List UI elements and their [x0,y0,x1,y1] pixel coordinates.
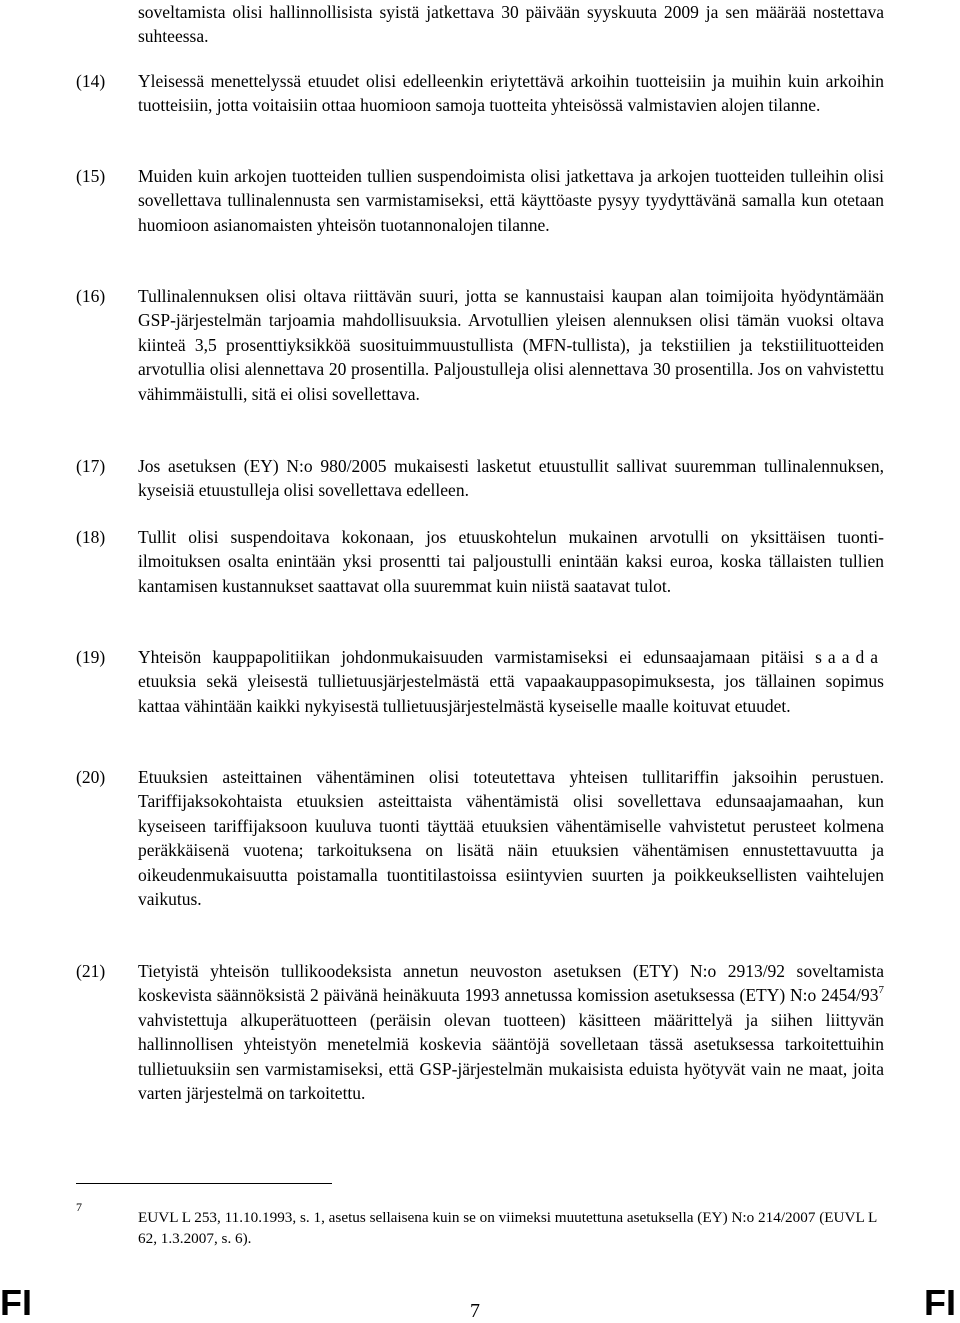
paragraph-text [138,645,884,718]
paragraph-text: Jos asetuksen (EY) N:o 980/2005 mukaisesti lasketut etuustullit sallivat suuremman tullinalennuksen, kyseisiä etuustulleja olisi sovellettava edelleen. [138,456,884,501]
footnote-number: 7 [76,1200,82,1214]
paragraph-number: (15) [76,166,106,186]
footer-language-right: FI [924,1282,956,1323]
paragraph-text-part: etuuksia sekä yleisestä tullietuusjärjestelmästä että vapaakauppasopimuksesta, jos tällainen sopimus kattaa vähintään kaikki nykyisestä tullietuusjärjestelmästä kyseiselle maalle koituvat etuudet. [138,671,884,716]
page-number: 7 [470,1300,480,1322]
paragraph-text-part: Yhteisön kauppapolitiikan johdonmukaisuuden varmistamiseksi ei edunsaajamaan pitäisi [138,647,816,667]
paragraph-number: (16) [76,286,106,306]
paragraph-text: Yleisessä menettelyssä etuudet olisi edelleenkin eriytettävä arkoihin tuotteisiin ja muihin kuin arkoihin tuotteisiin, jotta voitaisiin ottaa huomioon samoja tuotteita yhteisössä valmistavien alojen tilanne. [138,71,884,116]
paragraph-number: (18) [76,527,106,547]
paragraph-text: Etuuksien asteittainen vähentäminen olisi toteutettava yhteisen tullitariffin jaksoihin perustuen. Tariffijaksokohtaista etuuksien asteittaista vähentämistä olisi sovellettava edunsaajamaahan, kun kyseiseen tariffijaksoon kuuluva tuonti täyttää etuuksien vähentämiselle vahvistetut perusteet kolmena peräkkäisenä vuotena; tarkoituksena on lisätä näin etuuksien vähentämisen ennustettavuutta ja oikeudenmukaisuutta poistamalla tuontitilastoissa esiintyvien suurten ja poikkeuksellisten vaihtelujen vaikutus. [138,767,884,910]
paragraph-text: soveltamista olisi hallinnollisista syistä jatkettava 30 päivään syyskuuta 2009 ja sen määrää nostettava suhteessa. [138,2,884,47]
paragraph-text-part: vahvistettuja alkuperätuotteen (peräisin olevan tuotteen) käsitteen määrittelyä ja siihen liittyvän hallinnollisen yhteistyön menetelmiä koskevia sääntöjä sovelletaan tässä asetuksessa tarkoitettuihin tullietuuksiin sen varmistamiseksi, että GSP-järjestelmän mukaisista eduista hyötyvät vain ne maat, joita varten järjestelmä on tarkoitettu. [138,1009,884,1104]
paragraph-number: (14) [76,71,106,91]
footnote-text: EUVL L 253, 11.10.1993, s. 1, asetus sellaisena kuin se on viimeksi muutettuna asetuksella (EY) N:o 214/2007 (EUVL L 62, 1.3.2007, s. 6). [138,1209,877,1247]
footer-language-left: FI [0,1282,32,1323]
paragraph-text: Tullit olisi suspendoitava kokonaan, jos etuuskohtelun mukainen arvotulli on yksittäisen tuonti-ilmoituksen osalta enintään yksi prosentti tai paljoustulli enintään kaksi euroa, koska tällaisten tullien kantamisen kustannukset saattavat olla suuremmat kuin niistä saatavat tulot. [138,527,884,596]
paragraph-number: (21) [76,961,106,981]
footnote-reference[interactable]: 7 [878,984,884,997]
paragraph-text: Tullinalennuksen olisi oltava riittävän suuri, jotta se kannustaisi kaupan alan toimijoita hyödyntämään GSP-järjestelmän tarjoamia mahdollisuuksia. Arvotullien yleisen alennuksen olisi tämän vuoksi oltava kiinteä 3,5 prosenttiyksikköä suosituimmuustullista (MFN-tullista), ja tekstiilien ja tekstiilituotteiden arvotullia olisi alennettava 20 prosentilla. Paljoustulleja olisi alennettava 30 prosentilla. Jos on vahvistettu vähimmäistulli, sitä ei olisi sovellettava. [138,286,884,404]
paragraph-number: (20) [76,767,106,787]
footnote-separator [76,1183,332,1184]
paragraph-number: (19) [76,647,106,667]
paragraph-text [138,959,884,1105]
paragraph-number: (17) [76,456,106,476]
spaced-word: saada [815,647,884,667]
paragraph-text: Muiden kuin arkojen tuotteiden tullien suspendoimista olisi jatkettava ja arkojen tuotteiden tulleihin olisi sovellettava tullinalennusta sen varmistamiseksi, että käyttöaste pysyy tyydyttävänä samalla kun otetaan huomioon asianomaisten yhteisön tuotannonalojen tilanne. [138,166,884,235]
paragraph-text-part: Tietyistä yhteisön tullikoodeksista annetun neuvoston asetuksen (ETY) N:o 2913/92 soveltamista koskevista säännöksistä 2 päivänä heinäkuuta 1993 annetussa komission asetuksessa (ETY) N:o 2454/93 [138,961,884,1006]
